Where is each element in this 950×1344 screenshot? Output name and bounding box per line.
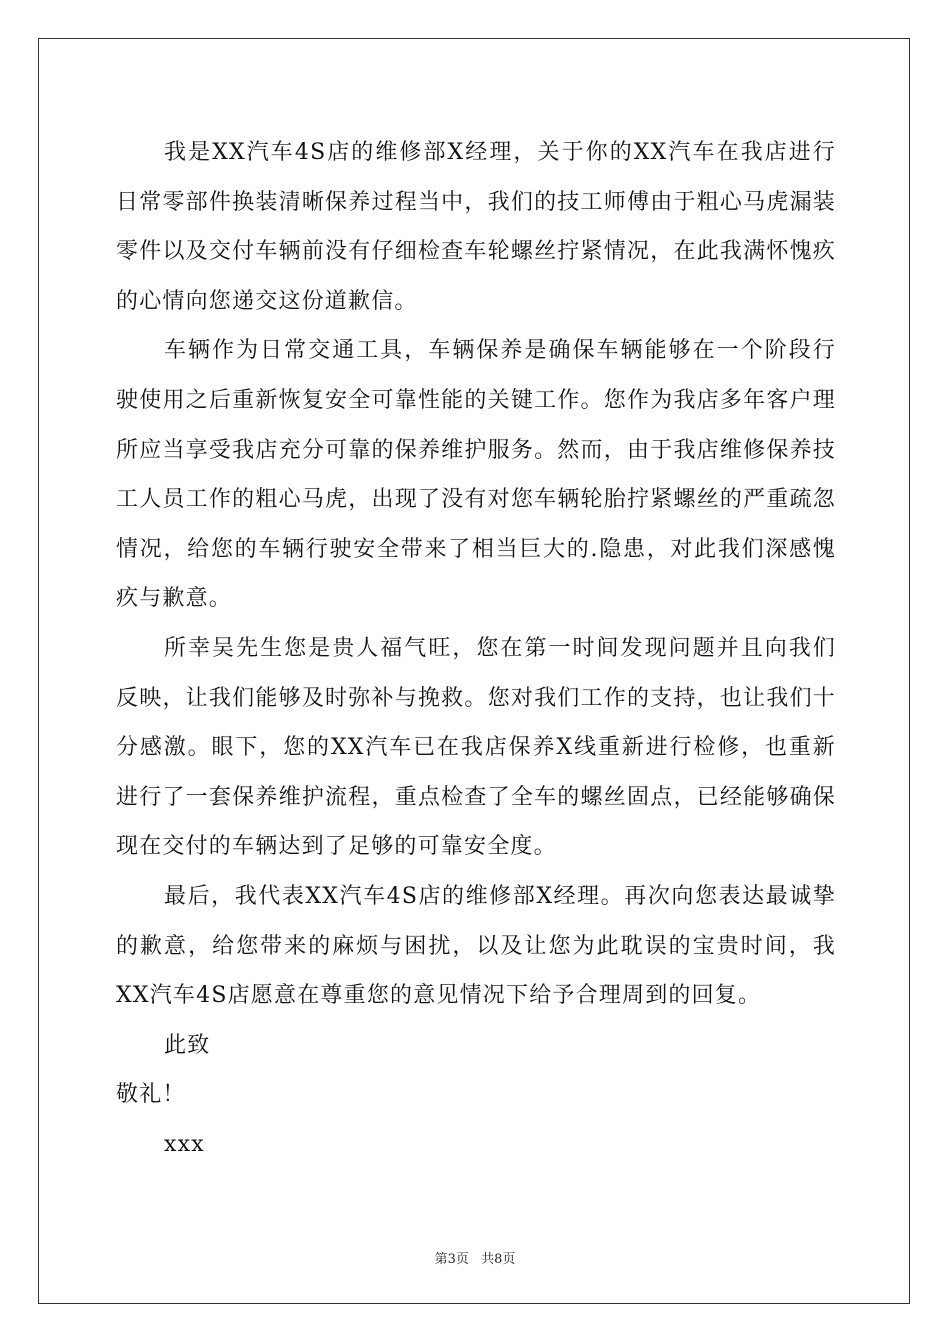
paragraph-2: 车辆作为日常交通工具，车辆保养是确保车辆能够在一个阶段行驶使用之后重新恢复安全可靠性能的关键工作。您作为我店多年客户理所应当享受我店充分可靠的保养维护服务。然而，由于我店维修保养技工人员工作的粗心马虎，出现了没有对您车辆轮胎拧紧螺丝的严重疏忽情况，给您的车辆行驶安全带来了相当巨大的.隐患，对此我们深感愧疚与歉意。 (116, 338, 836, 612)
letter-body (116, 128, 836, 1169)
page-total: 共8页 (481, 1252, 516, 1267)
paragraph-4: 最后，我代表XX汽车4S店的维修部X经理。再次向您表达最诚挚的歉意，给您带来的麻烦与困扰，以及让您为此耽误的宝贵时间，我XX汽车4S店愿意在尊重您的意见情况下给予合理周到的回复。 (116, 883, 836, 1009)
page-footer (0, 1248, 950, 1267)
closing-salutation: 此致 (164, 1032, 211, 1058)
paragraph-3: 所幸吴先生您是贵人福气旺，您在第一时间发现问题并且向我们反映，让我们能够及时弥补与挽救。您对我们工作的支持，也让我们十分感激。眼下，您的XX汽车已在我店保养X线重新进行检修，也重新进行了一套保养维护流程，重点检查了全车的螺丝固点，已经能够确保现在交付的车辆达到了足够的可靠安全度。 (116, 635, 836, 860)
page-number: 第3页 (434, 1252, 469, 1267)
paragraph-1: 我是XX汽车4S店的维修部X经理，关于你的XX汽车在我店进行日常零部件换装清晰保养过程当中，我们的技工师傅由于粗心马虎漏装零件以及交付车辆前没有仔细检查车轮螺丝拧紧情况，在此我满怀愧疚的心情向您递交这份道歉信。 (116, 140, 836, 314)
closing-regards: 敬礼！ (116, 1082, 186, 1108)
signature: xxx (164, 1131, 205, 1157)
